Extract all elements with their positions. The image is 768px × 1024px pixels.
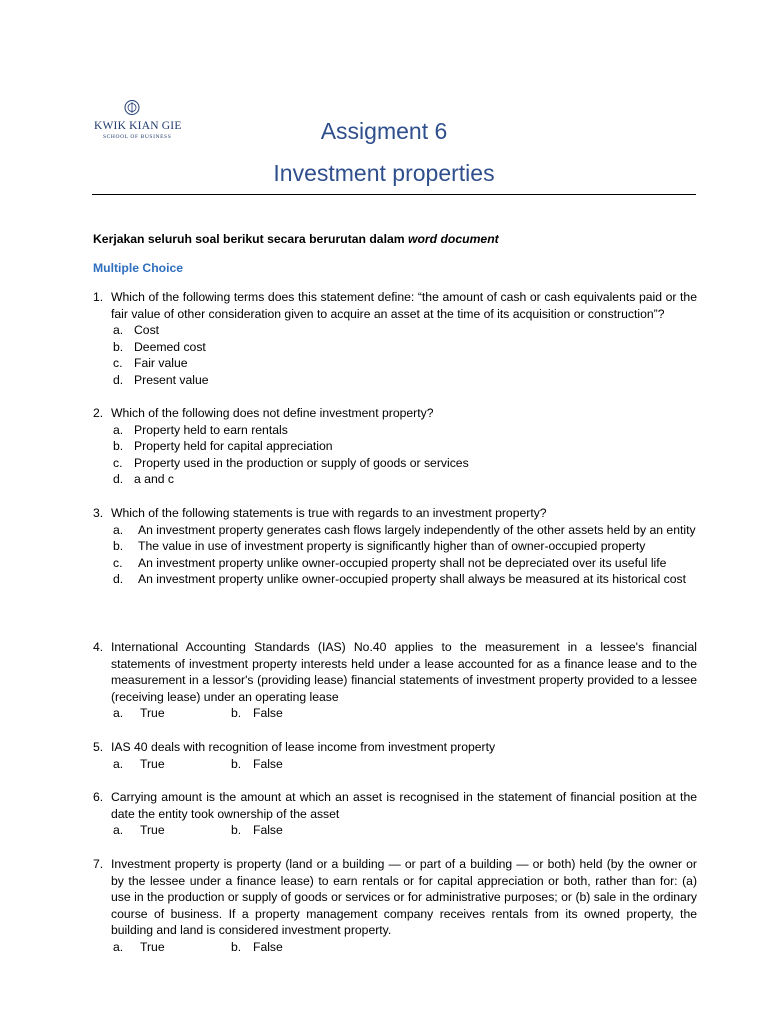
option [111,355,697,372]
option-letter: a. [113,323,124,338]
option-text: An investment property unlike owner-occupied property shall always be measured at its historical cost [138,572,687,587]
question-text: Which of the following does not define investment property? [111,406,434,420]
option-text: Property held for capital appreciation [134,439,333,454]
true-false-options [111,939,697,956]
question-text: Investment property is property (land or a building — or part of a building — or both) held (by the owner or by the lessee under a finance lease) to earn rentals or for capital appreciation or both, rather than for: (a) use in the production or supply of goods or services or for administrative purposes; or (b) sale in the ordinary course of business. If a property management company receives rentals from its owned property, the building and land is considered investment property. [111,857,697,938]
option-true: True [140,823,165,838]
option [111,438,697,455]
option [111,322,697,339]
question-5 [93,739,697,772]
option-letter: d. [113,572,124,587]
option-text: a and c [134,472,174,487]
true-false-options [111,822,697,839]
option-letter: b. [113,539,124,554]
title-divider [92,194,696,195]
instruction-text: Kerjakan seluruh soal berikut secara berurutan dalam [93,232,408,246]
logo-name: KWIK KIAN GIE [94,120,182,132]
option [111,522,697,539]
page-title: Assigment 6 [320,118,448,144]
option-text: An investment property unlike owner-occupied property shall not be depreciated over its useful life [138,555,667,570]
option-text: Deemed cost [134,339,206,354]
question-number: 1. [93,290,104,304]
question-4 [93,639,697,722]
option-text: An investment property generates cash flows largely independently of the other assets held by an entity [138,522,696,537]
question-number: 5. [93,740,104,754]
option-letter: a. [113,939,124,954]
option-letter: b. [231,706,242,721]
option-false: False [253,756,283,771]
logo-subtitle: SCHOOL OF BUSINESS [103,134,172,140]
true-false-options [111,756,697,773]
option [111,422,697,439]
option-false: False [253,706,283,721]
question-2 [93,405,697,488]
option [111,571,697,588]
option [111,471,697,488]
instruction [93,232,499,246]
question-text: Which of the following terms does this statement define: “the amount of cash or cash equivalents paid or the fair value of other consideration given to acquire an asset at the time of its acquisition or construction”? [111,290,697,321]
option-text: Property held to earn rentals [134,422,288,437]
option-text: Property used in the production or supply of goods or services [134,455,469,470]
instruction-italic: word document [407,232,499,246]
option-letter: c. [113,356,123,371]
question-text: Which of the following statements is true with regards to an investment property? [111,506,547,520]
true-false-options [111,705,697,722]
option [111,455,697,472]
option-false: False [253,823,283,838]
question-number: 2. [93,406,104,420]
option-letter: b. [231,939,242,954]
option-letter: a. [113,756,124,771]
option [111,555,697,572]
option-letter: a. [113,706,124,721]
question-3 [93,505,697,588]
option-letter: c. [113,555,123,570]
question-number: 4. [93,640,104,654]
question-text: Carrying amount is the amount at which an asset is recognised in the statement of financial position at the date the entity took ownership of the asset [111,790,697,821]
question-7 [93,856,697,956]
question-6 [93,789,697,839]
option-text: The value in use of investment property is significantly higher than of owner-occupied property [138,539,646,554]
section-heading: Multiple Choice [93,261,184,275]
option-letter: a. [113,823,124,838]
option-letter: b. [231,823,242,838]
option-letter: a. [113,422,124,437]
option-text: Fair value [134,356,188,371]
question-number: 7. [93,857,104,871]
option-letter: d. [113,472,124,487]
option-letter: d. [113,372,124,387]
option-letter: c. [113,455,123,470]
emblem-icon [124,99,140,116]
option-true: True [140,939,165,954]
option-letter: b. [113,439,124,454]
question-number: 6. [93,790,104,804]
option-text: Cost [134,323,160,338]
option-true: True [140,706,165,721]
option-text: Present value [134,372,209,387]
option [111,372,697,389]
option-letter: a. [113,522,124,537]
page-subtitle: Investment properties [273,160,495,186]
question-text: International Accounting Standards (IAS) No.40 applies to the measurement in a lessee's financial statements of investment property interests held under a lease accounted for as a finance lease and to the measurement in a lessor's (providing lease) financial statements of investment property provided to a lessee (receiving lease) under an operating lease [111,640,697,704]
option-true: True [140,756,165,771]
option-false: False [253,939,283,954]
option [111,339,697,356]
option [111,538,697,555]
question-1 [93,289,697,389]
question-number: 3. [93,506,104,520]
question-text: IAS 40 deals with recognition of lease income from investment property [111,740,496,754]
option-letter: b. [113,339,124,354]
option-letter: b. [231,756,242,771]
